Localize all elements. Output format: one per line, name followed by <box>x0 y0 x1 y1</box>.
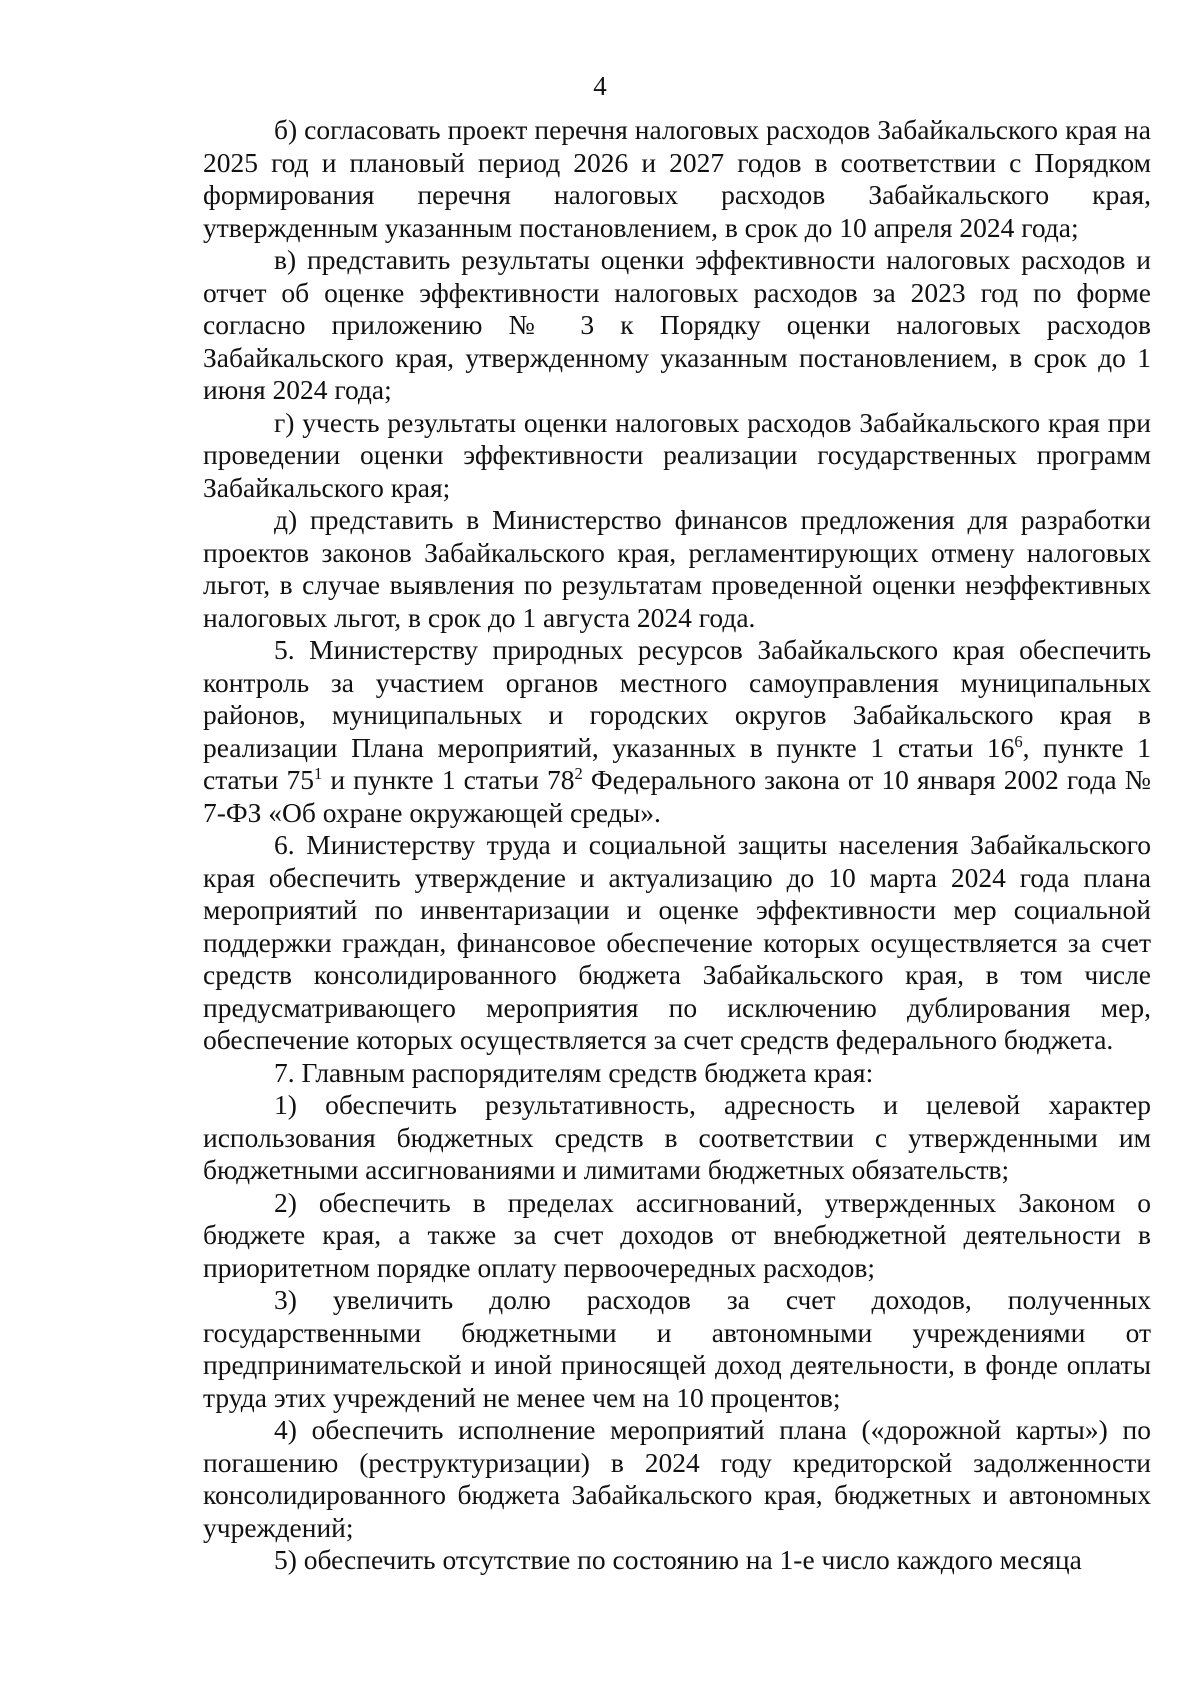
paragraph-7-4: 4) обеспечить исполнение мероприятий плана («дорожной карты») по погашению (реструктуризации) в 2024 году кредиторской задолженности консолидированного бюджета Забайкальского края, бюджетных и автономных учреждений; <box>203 1414 1151 1543</box>
paragraph-7-3: 3) увеличить долю расходов за счет доходов, полученных государственными бюджетными и автономными учреждениями от предпринимательской и иной приносящей доход деятельности, в фонде оплаты труда этих учреждений не менее чем на 10 процентов; <box>203 1284 1151 1413</box>
paragraph-6: 6. Министерству труда и социальной защиты населения Забайкальского края обеспечить утверждение и актуализацию до 10 марта 2024 года плана мероприятий по инвентаризации и оценке эффективности мер социальной поддержки граждан, финансовое обеспечение которых осуществляется за счет средств консолидированного бюджета Забайкальского края, в том числе предусматривающего мероприятия по исключению дублирования мер, обеспечение которых осуществляется за счет средств федерального бюджета. <box>203 829 1151 1055</box>
document-body <box>203 114 1151 1577</box>
paragraph-7-2: 2) обеспечить в пределах ассигнований, утвержденных Законом о бюджете края, а также за счет доходов от внебюджетной деятельности в приоритетном порядке оплату первоочередных расходов; <box>203 1186 1151 1283</box>
paragraph-5-text-1: 5. Министерству природных ресурсов Забайкальского края обеспечить контроль за участием органов местного самоуправления муниципальных районов, муниципальных и городских округов Забайкальского края в реализации Плана мероприятий, указанных в пункте 1 статьи 16 <box>203 634 1151 763</box>
paragraph-7: 7. Главным распорядителям средств бюджета края: <box>274 1056 874 1088</box>
superscript-1: 6 <box>1014 731 1023 751</box>
paragraph-7-5: 5) обеспечить отсутствие по состоянию на 1-е число каждого месяца <box>274 1544 1082 1575</box>
paragraph-4b: б) согласовать проект перечня налоговых расходов Забайкальского края на 2025 год и плановый период 2026 и 2027 годов в соответствии с Порядком формирования перечня налоговых расходов Забайкальского края, утвержденным указанным постановлением, в срок до 10 апреля 2024 года; <box>203 114 1151 243</box>
paragraph-4v: в) представить результаты оценки эффективности налоговых расходов и отчет об оценке эффективности налоговых расходов за 2023 год по форме согласно приложению № 3 к Порядку оценки налоговых расходов Забайкальского края, утвержденному указанным постановлением, в срок до 1 июня 2024 года; <box>203 244 1151 405</box>
paragraph-7-1: 1) обеспечить результативность, адресность и целевой характер использования бюджетных средств в соответствии с утвержденными им бюджетными ассигнованиями и лимитами бюджетных обязательств; <box>203 1089 1151 1185</box>
paragraph-5 <box>203 634 1151 829</box>
superscript-2: 1 <box>313 763 323 783</box>
paragraph-5-text-2: , пункте 1 статьи 75 <box>203 731 1152 795</box>
page-number: 4 <box>593 71 607 101</box>
paragraph-4g: г) учесть результаты оценки налоговых расходов Забайкальского края при проведении оценки эффективности реализации государственных программ Забайкальского края; <box>203 406 1151 503</box>
paragraph-4d: д) представить в Министерство финансов предложения для разработки проектов законов Забайкальского края, регламентирующих отмену налоговых льгот, в случае выявления по результатам проведенной оценки неэффективных налоговых льгот, в срок до 1 августа 2024 года. <box>203 504 1151 633</box>
paragraph-5-text-3: и пункте 1 статьи 78 <box>322 764 575 795</box>
paragraph-5-text-4: Федерального закона от 10 января 2002 года № 7-ФЗ «Об охране окружающей среды». <box>203 764 1151 828</box>
superscript-3: 2 <box>574 763 583 783</box>
